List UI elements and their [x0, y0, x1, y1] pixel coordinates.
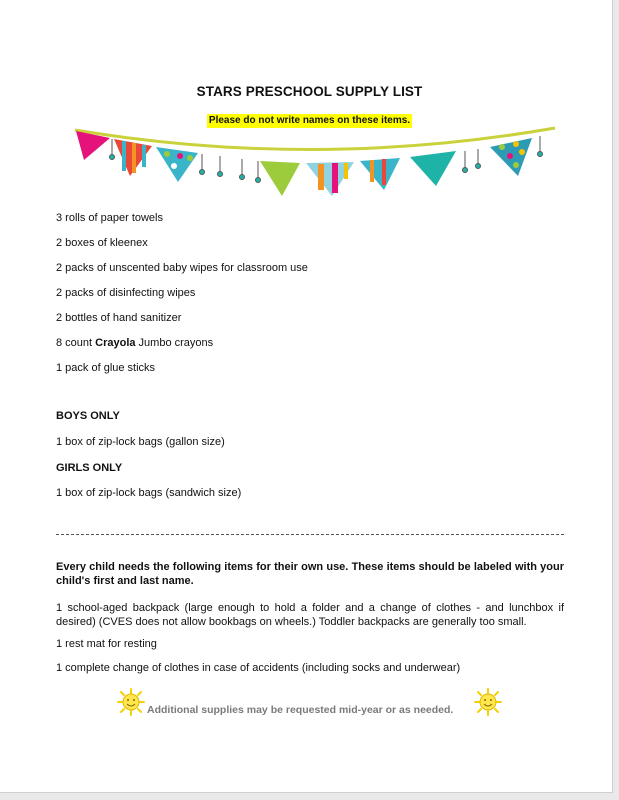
girls-header: GIRLS ONLY: [56, 462, 123, 474]
list-item: 1 pack of glue sticks: [56, 362, 156, 374]
list-item: 2 bottles of hand sanitizer: [56, 312, 182, 324]
bunting-banner: [70, 118, 560, 198]
personal-item-rest-mat: 1 rest mat for resting: [56, 638, 157, 650]
section-divider: [56, 534, 564, 535]
list-item: 2 packs of unscented baby wipes for classroom use: [56, 262, 308, 274]
footer-note: Additional supplies may be requested mid-year or as needed.: [147, 704, 454, 716]
boys-header: BOYS ONLY: [56, 410, 120, 422]
crayons-brand: Crayola: [95, 337, 136, 349]
girls-item: 1 box of zip-lock bags (sandwich size): [56, 487, 242, 499]
personal-intro: Every child needs the following items for their own use. These items should be labeled with your child's first and last name.: [56, 561, 564, 587]
personal-item-backpack: 1 school-aged backpack (large enough to hold a folder and a change of clothes - and lunchbox if desired) (CVES does not allow bookbags on wheels.) Toddler backpacks are generally too small.: [56, 602, 564, 628]
list-item: 2 boxes of kleenex: [56, 237, 148, 249]
highlight-note: Please do not write names on these items.: [208, 115, 411, 126]
sun-icon: [474, 688, 502, 716]
page-title: STARS PRESCHOOL SUPPLY LIST: [196, 84, 423, 99]
sun-icon: [117, 688, 145, 716]
crayons-type: Jumbo crayons: [135, 337, 214, 349]
list-item: 2 packs of disinfecting wipes: [56, 287, 196, 299]
list-item-crayons: [56, 337, 213, 349]
personal-item-clothes: 1 complete change of clothes in case of accidents (including socks and underwear): [56, 662, 461, 674]
crayons-count: 8 count: [56, 337, 96, 349]
list-item: 3 rolls of paper towels: [56, 212, 163, 224]
boys-item: 1 box of zip-lock bags (gallon size): [56, 436, 225, 448]
